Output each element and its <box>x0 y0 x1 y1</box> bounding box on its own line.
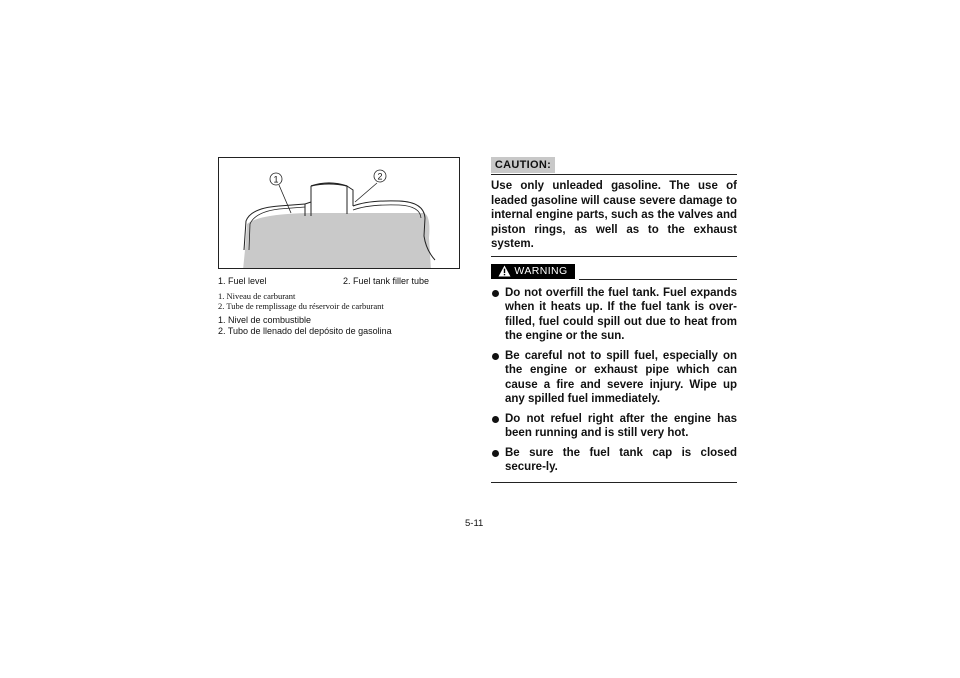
caution-text: Use only unleaded gasoline. The use of leaded gasoline will cause severe damage to internal engine parts, such as the valves and piston rings, as well as to the exhaust system. <box>491 180 737 250</box>
caption-es-filler-tube: 2. Tubo de llenado del depósito de gasolina <box>218 326 392 336</box>
warning-item-text: Do not refuel right after the engine has been running and is still very hot. <box>505 412 737 439</box>
caption-en-fuel-level: 1. Fuel level <box>218 276 267 286</box>
warning-label: WARNING <box>514 264 568 277</box>
warning-item <box>491 412 737 441</box>
caption-fr-filler-tube: 2. Tube de remplissage du réservoir de carburant <box>218 301 384 311</box>
warning-item <box>491 349 737 407</box>
warning-list <box>491 286 737 475</box>
bullet-icon <box>492 416 499 423</box>
warning-item <box>491 286 737 344</box>
fuel-fill <box>243 213 431 269</box>
leader-line-2 <box>355 183 377 202</box>
fuel-tank-illustration <box>218 157 460 269</box>
callout-label-1: 1 <box>273 174 279 185</box>
safety-notices <box>491 157 737 483</box>
warning-item-text: Be careful not to spill fuel, especially on the engine or exhaust pipe which can cause a fire and severe injury. Wipe up any spilled fuel immediately. <box>505 349 737 405</box>
filler-neck <box>305 184 353 216</box>
warning-bottom-rule <box>491 482 737 483</box>
fuel-tank-drawing <box>219 158 460 269</box>
bullet-icon <box>492 353 499 360</box>
warning-item-text: Do not overfill the fuel tank. Fuel expands when it heats up. If the fuel tank is over-filled, fuel could spill out due to heat from the engine or the sun. <box>505 286 737 342</box>
warning-item <box>491 446 737 475</box>
caution-top-rule <box>491 174 737 175</box>
warning-top-rule <box>579 279 737 280</box>
warning-item-text: Be sure the fuel tank cap is closed secure-ly. <box>505 446 737 473</box>
warning-header <box>491 264 737 280</box>
caption-fr-fuel-level: 1. Niveau de carburant <box>218 291 296 301</box>
caution-header <box>491 157 737 173</box>
callout-label-2: 2 <box>377 171 383 182</box>
caption-en-filler-tube: 2. Fuel tank filler tube <box>343 276 430 286</box>
caution-bottom-rule <box>491 256 737 257</box>
warning-badge <box>491 264 575 279</box>
caution-label: CAUTION: <box>491 157 555 173</box>
page-number: 5-11 <box>465 518 484 529</box>
warning-triangle-icon <box>498 265 511 277</box>
bullet-icon <box>492 290 499 297</box>
caption-es-fuel-level: 1. Nivel de combustible <box>218 315 312 325</box>
bullet-icon <box>492 450 499 457</box>
